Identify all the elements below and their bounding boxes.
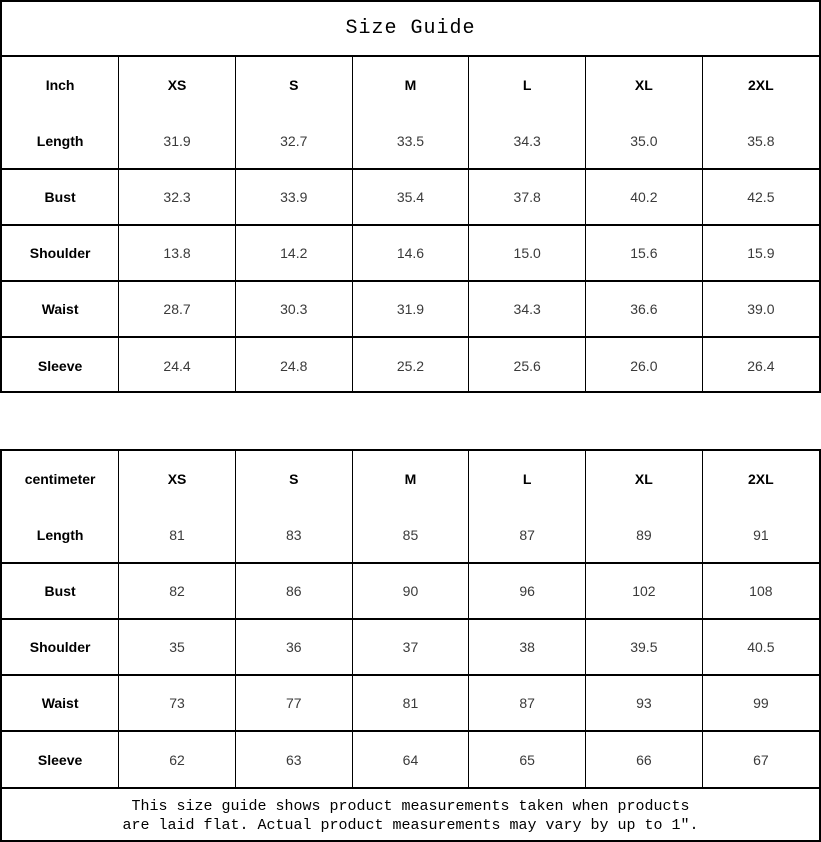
size-value-cell: 28.7 — [119, 281, 236, 337]
size-column-header: M — [352, 57, 469, 113]
size-value-cell: 14.2 — [235, 225, 352, 281]
size-value-cell: 85 — [352, 507, 469, 563]
size-column-header: 2XL — [748, 77, 774, 93]
size-value-cell: 91 — [702, 507, 819, 563]
measurement-row — [2, 563, 819, 619]
size-column-header: L — [469, 451, 586, 507]
size-column-header: XL — [586, 451, 703, 507]
size-value-cell: 34.3 — [469, 281, 586, 337]
size-value-cell: 15.9 — [702, 225, 819, 281]
unit-label: centimeter — [2, 451, 119, 507]
size-value-cell: 38 — [469, 619, 586, 675]
size-column-header: XS — [119, 451, 236, 507]
measurement-row — [2, 675, 819, 731]
size-value-cell: 37 — [352, 619, 469, 675]
size-value-cell: 90 — [352, 563, 469, 619]
size-value-cell: 81 — [119, 507, 236, 563]
size-value-cell: 15.0 — [469, 225, 586, 281]
size-value-cell: 93 — [586, 675, 703, 731]
size-value-cell: 40.2 — [586, 169, 703, 225]
size-value-cell: 14.6 — [352, 225, 469, 281]
size-guide-note-line2: are laid flat. Actual product measurements may vary by up to 1″. — [122, 816, 699, 834]
measurement-row — [2, 507, 819, 563]
centimeter-size-guide-block — [0, 449, 821, 842]
measurement-row — [2, 619, 819, 675]
size-value-cell: 96 — [469, 563, 586, 619]
size-value-cell: 37.8 — [469, 169, 586, 225]
size-value-cell: 13.8 — [119, 225, 236, 281]
size-value-cell: 35 — [119, 619, 236, 675]
measurement-row — [2, 113, 819, 169]
size-value-cell: 82 — [119, 563, 236, 619]
size-value-cell: 35.8 — [702, 113, 819, 169]
size-value-cell: 81 — [352, 675, 469, 731]
size-value-cell: 34.3 — [469, 113, 586, 169]
size-value-cell: 25.6 — [469, 337, 586, 393]
size-value-cell: 64 — [352, 731, 469, 787]
size-column-header: XS — [119, 57, 236, 113]
measurement-row-label: Shoulder — [2, 619, 119, 675]
size-column-header: S — [235, 57, 352, 113]
size-value-cell: 26.0 — [586, 337, 703, 393]
size-value-cell: 73 — [119, 675, 236, 731]
size-value-cell: 63 — [235, 731, 352, 787]
size-value-cell: 87 — [469, 675, 586, 731]
size-value-cell: 31.9 — [119, 113, 236, 169]
size-column-header: 2XL — [748, 471, 774, 487]
size-value-cell: 77 — [235, 675, 352, 731]
measurement-row-label: Length — [2, 507, 119, 563]
size-value-cell: 31.9 — [352, 281, 469, 337]
size-value-cell: 40.5 — [702, 619, 819, 675]
size-value-cell: 108 — [702, 563, 819, 619]
measurement-row-label: Length — [2, 113, 119, 169]
measurement-row-label: Shoulder — [2, 225, 119, 281]
size-value-cell: 87 — [469, 507, 586, 563]
measurement-row-label: Waist — [2, 675, 119, 731]
size-value-cell: 35.0 — [586, 113, 703, 169]
size-value-cell: 102 — [586, 563, 703, 619]
centimeter-size-table — [2, 451, 819, 787]
inch-header-row — [2, 57, 819, 113]
page-title: Size Guide — [2, 2, 819, 57]
unit-label: Inch — [2, 57, 119, 113]
inch-size-table — [2, 57, 819, 393]
size-column-header: XL — [586, 57, 703, 113]
size-value-cell: 33.5 — [352, 113, 469, 169]
size-column-header: M — [352, 451, 469, 507]
measurement-row-label: Bust — [2, 169, 119, 225]
size-value-cell: 89 — [586, 507, 703, 563]
size-value-cell: 35.4 — [352, 169, 469, 225]
measurement-row-label: Sleeve — [2, 337, 119, 393]
size-value-cell: 65 — [469, 731, 586, 787]
size-value-cell: 30.3 — [235, 281, 352, 337]
size-value-cell: 86 — [235, 563, 352, 619]
size-value-cell: 67 — [753, 751, 769, 768]
size-guide-note — [2, 787, 819, 842]
size-value-cell: 25.2 — [352, 337, 469, 393]
size-value-cell: 36.6 — [586, 281, 703, 337]
size-value-cell: 99 — [702, 675, 819, 731]
measurement-row — [2, 337, 819, 393]
size-value-cell: 32.7 — [235, 113, 352, 169]
size-value-cell: 39.5 — [586, 619, 703, 675]
size-value-cell: 62 — [119, 731, 236, 787]
size-value-cell: 26.4 — [747, 357, 775, 374]
size-value-cell: 33.9 — [235, 169, 352, 225]
measurement-row — [2, 169, 819, 225]
measurement-row — [2, 225, 819, 281]
size-value-cell: 66 — [586, 731, 703, 787]
measurement-row-label: Bust — [2, 563, 119, 619]
inch-size-guide-block — [0, 0, 821, 393]
measurement-row — [2, 281, 819, 337]
size-value-cell: 83 — [235, 507, 352, 563]
size-value-cell: 24.4 — [119, 337, 236, 393]
size-guide-note-line1: This size guide shows product measurements taken when products — [131, 797, 690, 815]
measurement-row-label: Sleeve — [2, 731, 119, 787]
size-value-cell: 39.0 — [702, 281, 819, 337]
measurement-row-label: Waist — [2, 281, 119, 337]
centimeter-header-row — [2, 451, 819, 507]
size-value-cell: 15.6 — [586, 225, 703, 281]
measurement-row — [2, 731, 819, 787]
size-value-cell: 32.3 — [119, 169, 236, 225]
size-column-header: S — [235, 451, 352, 507]
size-value-cell: 36 — [235, 619, 352, 675]
size-value-cell: 24.8 — [235, 337, 352, 393]
size-value-cell: 42.5 — [702, 169, 819, 225]
size-column-header: L — [469, 57, 586, 113]
